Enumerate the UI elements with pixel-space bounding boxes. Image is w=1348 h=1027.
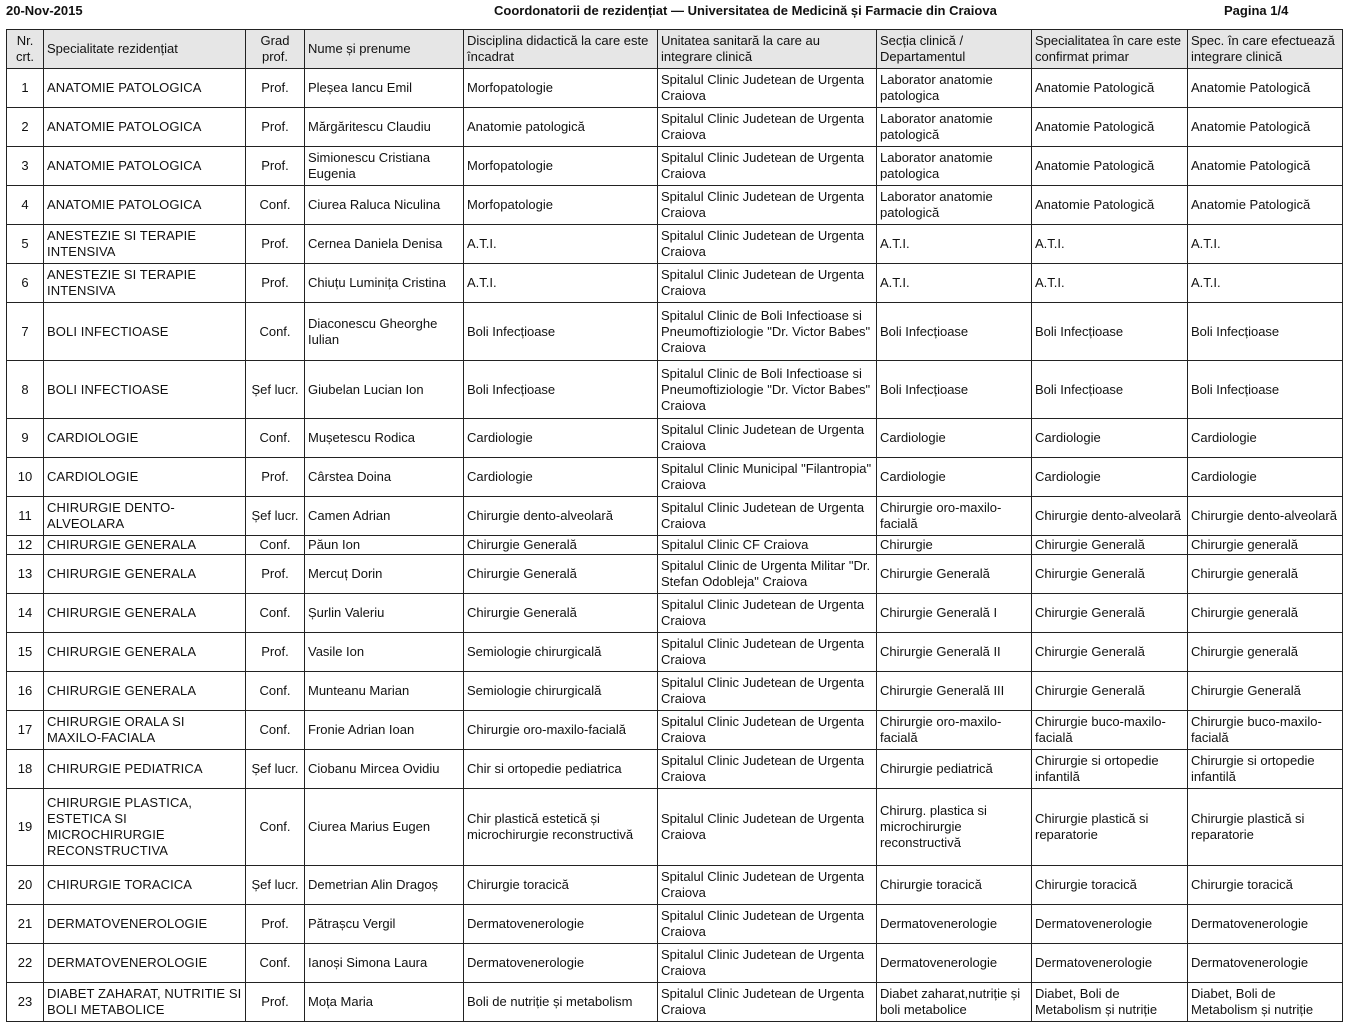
cell-grade: Conf. [246, 186, 305, 225]
cell-nr: 4 [7, 186, 44, 225]
cell-specialty: ANESTEZIE SI TERAPIE INTENSIVA [44, 264, 246, 303]
cell-name: Fronie Adrian Ioan [305, 711, 464, 750]
cell-name: Camen Adrian [305, 497, 464, 536]
cell-discipline: Chirurgie Generală [464, 594, 658, 633]
cell-hospital: Spitalul Clinic de Boli Infectioase si Pneumoftiziologie "Dr. Victor Babes" Craiova [658, 361, 877, 419]
cell-specialty: CHIRURGIE GENERALA [44, 672, 246, 711]
cell-nr: 7 [7, 303, 44, 361]
cell-name: Diaconescu Gheorghe Iulian [305, 303, 464, 361]
cell-hospital: Spitalul Clinic Judetean de Urgenta Craiova [658, 789, 877, 866]
cell-hospital: Spitalul Clinic Judetean de Urgenta Craiova [658, 69, 877, 108]
cell-name: Munteanu Marian [305, 672, 464, 711]
cell-primary-specialty: Boli Infecțioase [1032, 361, 1188, 419]
cell-name: Mărgăritescu Claudiu [305, 108, 464, 147]
cell-grade: Șef lucr. [246, 866, 305, 905]
cell-grade: Conf. [246, 594, 305, 633]
cell-integration-specialty: Boli Infecțioase [1188, 303, 1343, 361]
cell-primary-specialty: Chirurgie Generală [1032, 555, 1188, 594]
cell-hospital: Spitalul Clinic Judetean de Urgenta Craiova [658, 594, 877, 633]
cell-nr: 17 [7, 711, 44, 750]
cell-section: Laborator anatomie patologica [877, 69, 1032, 108]
cell-specialty: ANATOMIE PATOLOGICA [44, 108, 246, 147]
table-row [7, 458, 1343, 497]
cell-discipline: Boli de nutriție și metabolism [464, 983, 658, 1022]
cell-nr: 16 [7, 672, 44, 711]
cell-section: Chirurgie [877, 536, 1032, 555]
cell-grade: Conf. [246, 536, 305, 555]
cell-grade: Prof. [246, 225, 305, 264]
cell-grade: Șef lucr. [246, 497, 305, 536]
cell-specialty: CHIRURGIE GENERALA [44, 633, 246, 672]
cell-nr: 11 [7, 497, 44, 536]
cell-discipline: Chirurgie toracică [464, 866, 658, 905]
cell-name: Mercuț Dorin [305, 555, 464, 594]
cell-primary-specialty: Cardiologie [1032, 419, 1188, 458]
table-row [7, 69, 1343, 108]
cell-hospital: Spitalul Clinic Judetean de Urgenta Craiova [658, 108, 877, 147]
cell-integration-specialty: Chirurgie toracică [1188, 866, 1343, 905]
cell-primary-specialty: Chirurgie si ortopedie infantilă [1032, 750, 1188, 789]
cell-grade: Conf. [246, 419, 305, 458]
cell-specialty: DIABET ZAHARAT, NUTRITIE SI BOLI METABOLICE [44, 983, 246, 1022]
cell-specialty: CHIRURGIE GENERALA [44, 594, 246, 633]
table-header-row [7, 30, 1343, 69]
cell-integration-specialty: Boli Infecțioase [1188, 361, 1343, 419]
cell-section: Chirurgie pediatrică [877, 750, 1032, 789]
column-header-discipline: Disciplina didactică la care este încadrat [464, 30, 658, 69]
cell-name: Ciurea Raluca Niculina [305, 186, 464, 225]
table-row [7, 147, 1343, 186]
cell-specialty: ANATOMIE PATOLOGICA [44, 147, 246, 186]
cell-integration-specialty: Dermatovenerologie [1188, 944, 1343, 983]
cell-specialty: DERMATOVENEROLOGIE [44, 905, 246, 944]
cell-hospital: Spitalul Clinic Judetean de Urgenta Craiova [658, 672, 877, 711]
table-row [7, 303, 1343, 361]
cell-discipline: Morfopatologie [464, 69, 658, 108]
cell-discipline: Semiologie chirurgicală [464, 633, 658, 672]
cell-grade: Șef lucr. [246, 361, 305, 419]
column-header-section: Secția clinică / Departamentul [877, 30, 1032, 69]
cell-section: Chirurgie Generală II [877, 633, 1032, 672]
cell-name: Moța Maria [305, 983, 464, 1022]
cell-integration-specialty: Chirurgie generală [1188, 633, 1343, 672]
cell-hospital: Spitalul Clinic Judetean de Urgenta Craiova [658, 225, 877, 264]
cell-nr: 9 [7, 419, 44, 458]
cell-primary-specialty: Chirurgie buco-maxilo-facială [1032, 711, 1188, 750]
cell-specialty: ANESTEZIE SI TERAPIE INTENSIVA [44, 225, 246, 264]
cell-integration-specialty: Chirurgie plastică si reparatorie [1188, 789, 1343, 866]
cell-primary-specialty: Dermatovenerologie [1032, 944, 1188, 983]
page-number: Pagina 1/4 [1224, 3, 1289, 18]
cell-hospital: Spitalul Clinic Judetean de Urgenta Craiova [658, 905, 877, 944]
cell-section: Chirurgie Generală III [877, 672, 1032, 711]
cell-name: Chiuțu Luminița Cristina [305, 264, 464, 303]
cell-hospital: Spitalul Clinic Judetean de Urgenta Craiova [658, 264, 877, 303]
cell-hospital: Spitalul Clinic Judetean de Urgenta Craiova [658, 497, 877, 536]
cell-primary-specialty: Anatomie Patologică [1032, 147, 1188, 186]
cell-grade: Prof. [246, 458, 305, 497]
cell-specialty: ANATOMIE PATOLOGICA [44, 186, 246, 225]
cell-section: Chirurgie Generală I [877, 594, 1032, 633]
cell-discipline: Semiologie chirurgicală [464, 672, 658, 711]
table-row [7, 750, 1343, 789]
cell-integration-specialty: Chirurgie generală [1188, 536, 1343, 555]
cell-nr: 5 [7, 225, 44, 264]
cell-discipline: Chir plastică estetică și microchirurgie reconstructivă [464, 789, 658, 866]
cell-name: Pătrașcu Vergil [305, 905, 464, 944]
cell-name: Pleșea Iancu Emil [305, 69, 464, 108]
cell-specialty: BOLI INFECTIOASE [44, 303, 246, 361]
column-header-integration-specialty: Spec. în care efectuează integrare clinică [1188, 30, 1343, 69]
table-row [7, 711, 1343, 750]
cell-hospital: Spitalul Clinic Judetean de Urgenta Craiova [658, 983, 877, 1022]
cell-specialty: CHIRURGIE PEDIATRICA [44, 750, 246, 789]
cell-integration-specialty: Chirurgie generală [1188, 555, 1343, 594]
cell-section: Cardiologie [877, 419, 1032, 458]
cell-integration-specialty: Anatomie Patologică [1188, 147, 1343, 186]
cell-integration-specialty: Anatomie Patologică [1188, 186, 1343, 225]
cell-specialty: BOLI INFECTIOASE [44, 361, 246, 419]
cell-grade: Prof. [246, 555, 305, 594]
cell-primary-specialty: Chirurgie toracică [1032, 866, 1188, 905]
cell-integration-specialty: A.T.I. [1188, 225, 1343, 264]
column-header-grade: Grad prof. [246, 30, 305, 69]
table-row [7, 672, 1343, 711]
table-body [7, 69, 1343, 1022]
table-row [7, 186, 1343, 225]
column-header-nr: Nr. crt. [7, 30, 44, 69]
cell-discipline: Boli Infecțioase [464, 303, 658, 361]
cell-name: Simionescu Cristiana Eugenia [305, 147, 464, 186]
cell-hospital: Spitalul Clinic Judetean de Urgenta Craiova [658, 711, 877, 750]
cell-specialty: CARDIOLOGIE [44, 458, 246, 497]
cell-section: Dermatovenerologie [877, 905, 1032, 944]
cell-specialty: CARDIOLOGIE [44, 419, 246, 458]
cell-grade: Prof. [246, 108, 305, 147]
column-header-name: Nume și prenume [305, 30, 464, 69]
cell-primary-specialty: Chirurgie Generală [1032, 594, 1188, 633]
table-row [7, 361, 1343, 419]
cell-section: Cardiologie [877, 458, 1032, 497]
cell-specialty: CHIRURGIE DENTO-ALVEOLARA [44, 497, 246, 536]
cell-hospital: Spitalul Clinic Judetean de Urgenta Craiova [658, 750, 877, 789]
cell-discipline: Cardiologie [464, 458, 658, 497]
cell-nr: 2 [7, 108, 44, 147]
cell-specialty: CHIRURGIE GENERALA [44, 536, 246, 555]
cell-primary-specialty: Anatomie Patologică [1032, 108, 1188, 147]
cell-nr: 12 [7, 536, 44, 555]
cell-integration-specialty: Cardiologie [1188, 419, 1343, 458]
cell-section: Chirurgie Generală [877, 555, 1032, 594]
table-row [7, 419, 1343, 458]
cell-integration-specialty: Anatomie Patologică [1188, 108, 1343, 147]
cell-grade: Conf. [246, 944, 305, 983]
cell-specialty: CHIRURGIE ORALA SI MAXILO-FACIALA [44, 711, 246, 750]
cell-nr: 1 [7, 69, 44, 108]
cell-specialty: DERMATOVENEROLOGIE [44, 944, 246, 983]
cell-nr: 21 [7, 905, 44, 944]
cell-primary-specialty: Cardiologie [1032, 458, 1188, 497]
cell-discipline: Cardiologie [464, 419, 658, 458]
cell-discipline: Chirurgie oro-maxilo-facială [464, 711, 658, 750]
cell-nr: 15 [7, 633, 44, 672]
table-row [7, 555, 1343, 594]
cell-primary-specialty: A.T.I. [1032, 264, 1188, 303]
cell-hospital: Spitalul Clinic de Urgenta Militar "Dr. Stefan Odobleja" Craiova [658, 555, 877, 594]
cell-primary-specialty: Chirurgie plastică si reparatorie [1032, 789, 1188, 866]
table-row [7, 497, 1343, 536]
cell-grade: Prof. [246, 633, 305, 672]
cell-nr: 23 [7, 983, 44, 1022]
cell-integration-specialty: A.T.I. [1188, 264, 1343, 303]
cell-specialty: CHIRURGIE TORACICA [44, 866, 246, 905]
cell-integration-specialty: Chirurgie buco-maxilo-facială [1188, 711, 1343, 750]
cell-primary-specialty: Boli Infecțioase [1032, 303, 1188, 361]
cell-name: Ciurea Marius Eugen [305, 789, 464, 866]
cell-section: Laborator anatomie patologică [877, 108, 1032, 147]
cell-name: Ciobanu Mircea Ovidiu [305, 750, 464, 789]
cell-discipline: Dermatovenerologie [464, 905, 658, 944]
cell-discipline: Chirurgie dento-alveolară [464, 497, 658, 536]
cell-name: Giubelan Lucian Ion [305, 361, 464, 419]
cell-grade: Conf. [246, 672, 305, 711]
cell-nr: 6 [7, 264, 44, 303]
cell-name: Mușetescu Rodica [305, 419, 464, 458]
cell-section: Chirurgie oro-maxilo-facială [877, 711, 1032, 750]
print-date: 20-Nov-2015 [6, 3, 83, 18]
table-row [7, 789, 1343, 866]
cell-grade: Prof. [246, 147, 305, 186]
cell-nr: 13 [7, 555, 44, 594]
cell-section: Boli Infecțioase [877, 303, 1032, 361]
cell-discipline: A.T.I. [464, 225, 658, 264]
cell-name: Vasile Ion [305, 633, 464, 672]
cell-primary-specialty: Dermatovenerologie [1032, 905, 1188, 944]
cell-specialty: ANATOMIE PATOLOGICA [44, 69, 246, 108]
residency-coordinators-table [6, 29, 1343, 1022]
document-title: Coordonatorii de rezidențiat — Universitatea de Medicină și Farmacie din Craiova [494, 3, 997, 18]
cell-grade: Prof. [246, 983, 305, 1022]
cell-discipline: Boli Infecțioase [464, 361, 658, 419]
cell-hospital: Spitalul Clinic Judetean de Urgenta Craiova [658, 633, 877, 672]
cell-hospital: Spitalul Clinic Judetean de Urgenta Craiova [658, 866, 877, 905]
cell-discipline: Chir si ortopedie pediatrica [464, 750, 658, 789]
column-header-primary-specialty: Specialitatea în care este confirmat primar [1032, 30, 1188, 69]
cell-name: Demetrian Alin Dragoș [305, 866, 464, 905]
cell-hospital: Spitalul Clinic CF Craiova [658, 536, 877, 555]
cell-integration-specialty: Chirurgie Generală [1188, 672, 1343, 711]
cell-discipline: Dermatovenerologie [464, 944, 658, 983]
cell-nr: 8 [7, 361, 44, 419]
cell-name: Păun Ion [305, 536, 464, 555]
cell-grade: Conf. [246, 711, 305, 750]
cell-discipline: A.T.I. [464, 264, 658, 303]
cell-name: Cernea Daniela Denisa [305, 225, 464, 264]
cell-name: Ianoși Simona Laura [305, 944, 464, 983]
cell-primary-specialty: A.T.I. [1032, 225, 1188, 264]
cell-name: Șurlin Valeriu [305, 594, 464, 633]
table-row [7, 866, 1343, 905]
cell-hospital: Spitalul Clinic Judetean de Urgenta Craiova [658, 186, 877, 225]
cell-integration-specialty: Diabet, Boli de Metabolism și nutriție [1188, 983, 1343, 1022]
cell-hospital: Spitalul Clinic Judetean de Urgenta Craiova [658, 147, 877, 186]
column-header-hospital: Unitatea sanitară la care au integrare clinică [658, 30, 877, 69]
table-row [7, 944, 1343, 983]
cell-hospital: Spitalul Clinic Municipal "Filantropia" Craiova [658, 458, 877, 497]
cell-grade: Prof. [246, 264, 305, 303]
cell-grade: Conf. [246, 303, 305, 361]
cell-section: A.T.I. [877, 225, 1032, 264]
table-row [7, 264, 1343, 303]
cell-primary-specialty: Anatomie Patologică [1032, 69, 1188, 108]
cell-primary-specialty: Diabet, Boli de Metabolism și nutriție [1032, 983, 1188, 1022]
cell-section: Boli Infecțioase [877, 361, 1032, 419]
cell-integration-specialty: Anatomie Patologică [1188, 69, 1343, 108]
table-row [7, 225, 1343, 264]
cell-discipline: Anatomie patologică [464, 108, 658, 147]
cell-name: Cârstea Doina [305, 458, 464, 497]
cell-section: Chirurgie toracică [877, 866, 1032, 905]
cell-integration-specialty: Chirurgie generală [1188, 594, 1343, 633]
cell-section: Diabet zaharat,nutriție și boli metabolice [877, 983, 1032, 1022]
cell-section: Chirurgie oro-maxilo-facială [877, 497, 1032, 536]
cell-grade: Șef lucr. [246, 750, 305, 789]
cell-specialty: CHIRURGIE GENERALA [44, 555, 246, 594]
cell-integration-specialty: Chirurgie dento-alveolară [1188, 497, 1343, 536]
cell-nr: 20 [7, 866, 44, 905]
table-row [7, 108, 1343, 147]
page-header [6, 2, 1342, 22]
cell-nr: 22 [7, 944, 44, 983]
cell-primary-specialty: Chirurgie dento-alveolară [1032, 497, 1188, 536]
cell-section: Chirurg. plastica si microchirurgie reconstructivă [877, 789, 1032, 866]
cell-nr: 14 [7, 594, 44, 633]
cell-primary-specialty: Anatomie Patologică [1032, 186, 1188, 225]
cell-primary-specialty: Chirurgie Generală [1032, 536, 1188, 555]
cell-section: A.T.I. [877, 264, 1032, 303]
cell-primary-specialty: Chirurgie Generală [1032, 633, 1188, 672]
cell-discipline: Chirurgie Generală [464, 536, 658, 555]
cell-nr: 10 [7, 458, 44, 497]
cell-nr: 19 [7, 789, 44, 866]
column-header-specialty: Specialitate rezidențiat [44, 30, 246, 69]
cell-hospital: Spitalul Clinic Judetean de Urgenta Craiova [658, 419, 877, 458]
table-row [7, 905, 1343, 944]
cell-discipline: Chirurgie Generală [464, 555, 658, 594]
cell-grade: Conf. [246, 789, 305, 866]
cell-grade: Prof. [246, 69, 305, 108]
cell-hospital: Spitalul Clinic Judetean de Urgenta Craiova [658, 944, 877, 983]
table-row [7, 594, 1343, 633]
cell-integration-specialty: Cardiologie [1188, 458, 1343, 497]
cell-nr: 3 [7, 147, 44, 186]
cell-specialty: CHIRURGIE PLASTICA, ESTETICA SI MICROCHIRURGIE RECONSTRUCTIVA [44, 789, 246, 866]
cell-nr: 18 [7, 750, 44, 789]
cell-section: Laborator anatomie patologica [877, 147, 1032, 186]
cell-section: Laborator anatomie patologică [877, 186, 1032, 225]
cell-integration-specialty: Dermatovenerologie [1188, 905, 1343, 944]
table-row [7, 536, 1343, 555]
cell-hospital: Spitalul Clinic de Boli Infectioase si Pneumoftiziologie "Dr. Victor Babes" Craiova [658, 303, 877, 361]
table-row [7, 983, 1343, 1022]
cell-section: Dermatovenerologie [877, 944, 1032, 983]
table-row [7, 633, 1343, 672]
cell-discipline: Morfopatologie [464, 186, 658, 225]
cell-grade: Prof. [246, 905, 305, 944]
cell-discipline: Morfopatologie [464, 147, 658, 186]
cell-primary-specialty: Chirurgie Generală [1032, 672, 1188, 711]
cell-integration-specialty: Chirurgie si ortopedie infantilă [1188, 750, 1343, 789]
